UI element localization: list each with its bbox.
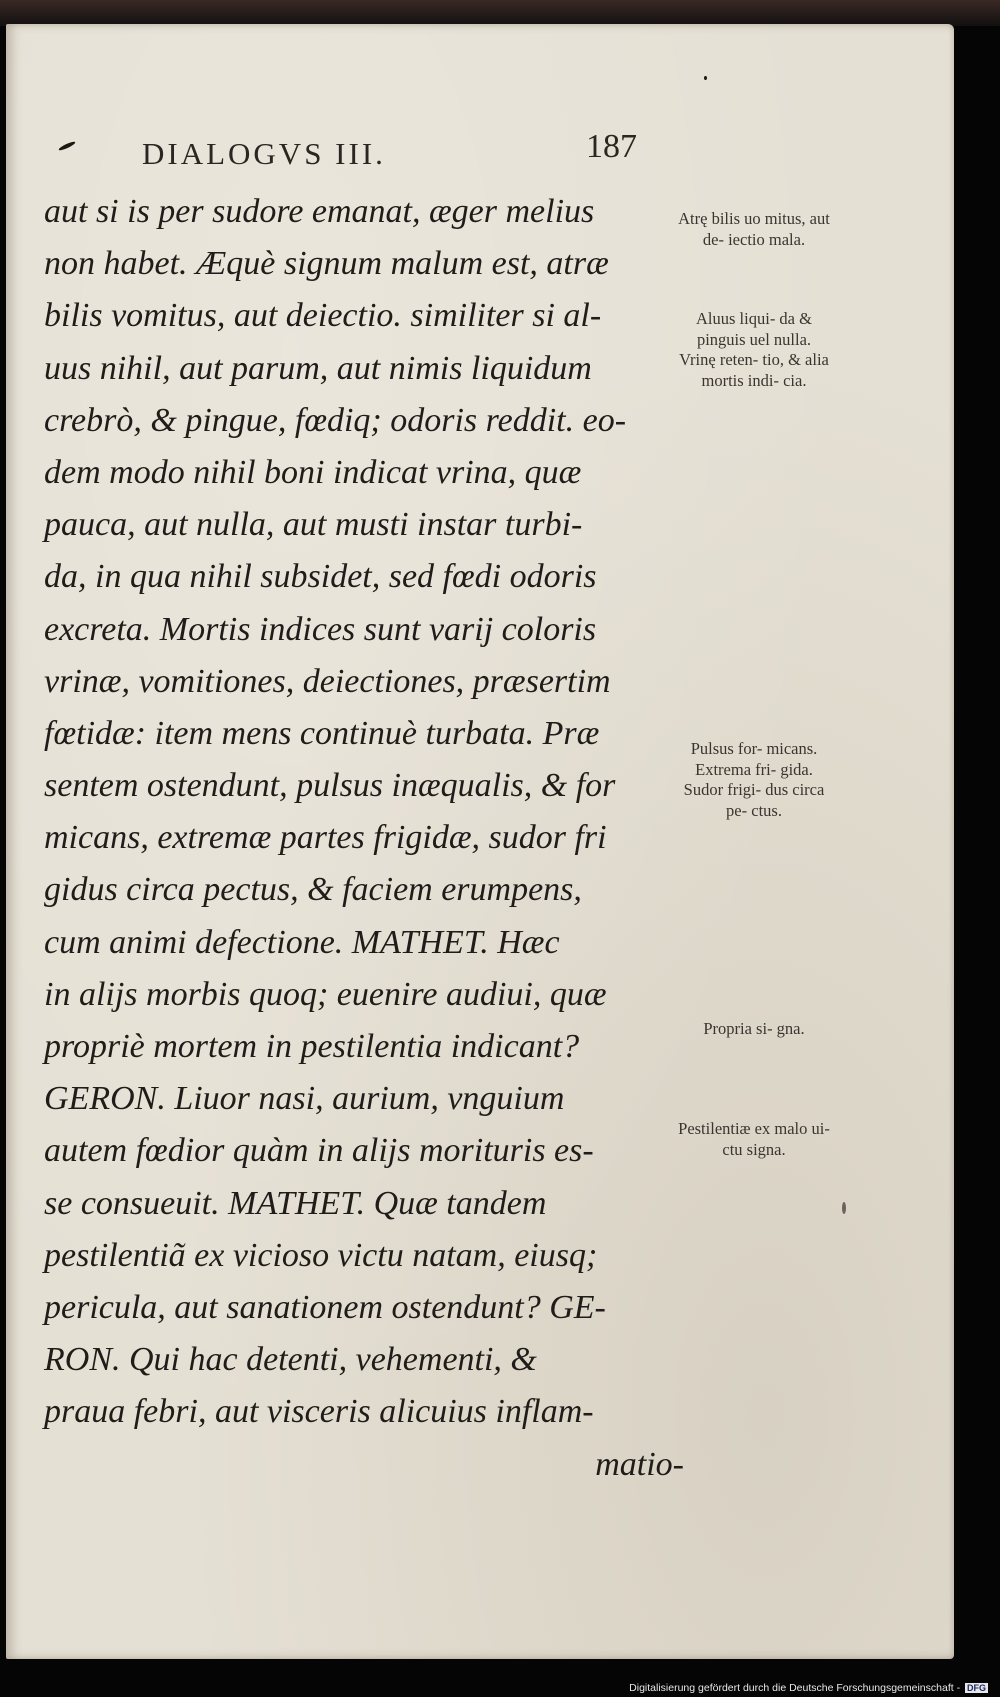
text-line: se consueuit. MATHET. Quæ tandem bbox=[44, 1184, 547, 1222]
text-line: vrinæ, vomitiones, deiectiones, præsertim bbox=[44, 662, 611, 700]
text-line: RON. Qui hac detenti, vehementi, & bbox=[44, 1341, 537, 1379]
text-line: in alijs morbis quoq; euenire audiui, quæ bbox=[44, 975, 607, 1013]
text-line: dem modo nihil boni indicat vrina, quæ bbox=[44, 453, 582, 491]
text-line: propriè mortem in pestilentia indicant? bbox=[44, 1028, 580, 1065]
margin-note: Pestilentiæ ex malo ui- ctu signa. bbox=[678, 1119, 830, 1159]
text-line: GERON. Liuor nasi, aurium, vnguium bbox=[44, 1080, 565, 1118]
ink-speck bbox=[842, 1202, 846, 1214]
ink-speck bbox=[58, 140, 76, 151]
text-line: sentem ostendunt, pulsus inæqualis, & for bbox=[44, 767, 616, 805]
text-line: uus nihil, aut parum, aut nimis liquidum bbox=[44, 349, 592, 387]
text-line: bilis vomitus, aut deiectio. similiter si al- bbox=[44, 297, 602, 335]
text-line: excreta. Mortis indices sunt varij coloris bbox=[44, 610, 597, 648]
margin-note: Propria si- gna. bbox=[703, 1019, 805, 1038]
book-page bbox=[6, 24, 954, 1659]
text-line: cum animi defectione. MATHET. Hæc bbox=[44, 923, 560, 961]
dfg-logo: DFG bbox=[967, 1683, 986, 1693]
text-line: aut si is per sudore emanat, æger melius bbox=[44, 193, 595, 230]
text-line: micans, extremæ partes frigidæ, sudor fri bbox=[44, 819, 607, 857]
text-line: da, in qua nihil subsidet, sed fœdi odoris bbox=[44, 558, 597, 596]
margin-note: Pulsus for- micans. Extrema fri- gida. Sudor frigi- dus circa pe- ctus. bbox=[683, 739, 825, 820]
text-line: gidus circa pectus, & faciem erumpens, bbox=[44, 871, 582, 909]
text-line: pestilentiã ex vicioso victu natam, eiusq; bbox=[44, 1236, 598, 1274]
page-top-edge bbox=[0, 0, 1000, 26]
text-line: praua febri, aut visceris alicuius inflam- bbox=[44, 1393, 594, 1431]
text-line: fœtidæ: item mens continuè turbata. Præ bbox=[44, 714, 600, 752]
ink-speck bbox=[704, 76, 707, 80]
text-line: pauca, aut nulla, aut musti instar turbi- bbox=[44, 506, 583, 544]
text-line: crebrò, & pingue, fœdiq; odoris reddit. eo- bbox=[44, 401, 627, 439]
margin-note: Aluus liqui- da & pinguis uel nulla. Vrinę reten- tio, & alia mortis indi- cia. bbox=[679, 309, 829, 390]
text-line: autem fœdior quàm in alijs morituris es- bbox=[44, 1132, 594, 1170]
text-line: non habet. Æquè signum malum est, atræ bbox=[44, 245, 609, 283]
margin-note: Atrę bilis uo mitus, aut de- iectio mala. bbox=[678, 209, 830, 249]
digitization-credit bbox=[629, 1682, 988, 1694]
page-number: 187 bbox=[586, 128, 637, 165]
credit-text: Digitalisierung gefördert durch die Deutsche Forschungsgemeinschaft - bbox=[629, 1682, 961, 1694]
running-header: DIALOGVS III. bbox=[142, 136, 386, 171]
body-text bbox=[44, 186, 684, 1491]
text-line: pericula, aut sanationem ostendunt? GE- bbox=[44, 1288, 606, 1326]
catchword: matio- bbox=[595, 1445, 684, 1483]
